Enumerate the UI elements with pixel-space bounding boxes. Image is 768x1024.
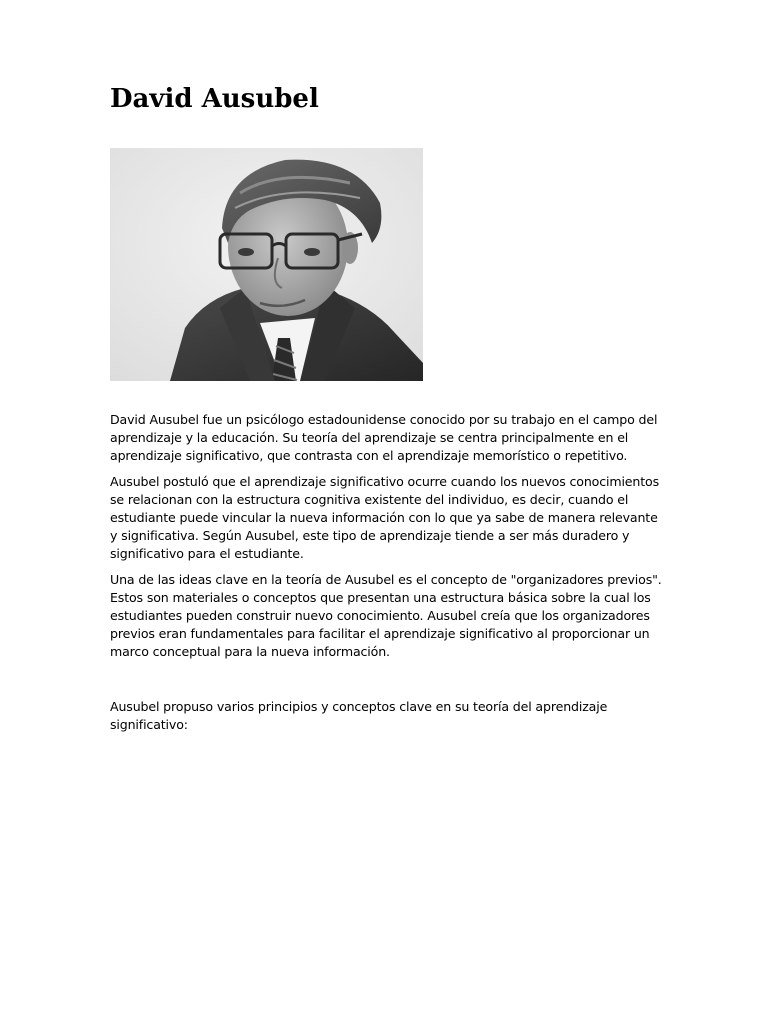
page-title: David Ausubel <box>110 84 319 114</box>
paragraph-principles-intro: Ausubel propuso varios principios y conceptos clave en su teoría del aprendizaje significativo: <box>110 699 608 733</box>
paragraph-meaningful-learning: Ausubel postuló que el aprendizaje significativo ocurre cuando los nuevos conocimientos se relacionan con la estructura cognitiva existente del individuo, es decir, cuando el estudiante puede vincular la nueva información con lo que ya sabe de manera relevante y significativa. Según Ausubel, este tipo de aprendizaje tiende a ser más duradero y significativo para el estudiante. <box>110 474 659 561</box>
paragraph-advance-organizers: Una de las ideas clave en la teoría de Ausubel es el concepto de "organizadores previos". Estos son materiales o conceptos que presentan una estructura básica sobre la cual los estudiantes pueden construir nuevo conocimiento. Ausubel creía que los organizadores previos eran fundamentales para facilitar el aprendizaje significativo al proporcionar un marco conceptual para la nueva información. <box>110 572 662 659</box>
portrait-photo <box>110 148 423 381</box>
paragraph-intro: David Ausubel fue un psicólogo estadounidense conocido por su trabajo en el campo del aprendizaje y la educación. Su teoría del aprendizaje se centra principalmente en el aprendizaje significativo, que contrasta con el aprendizaje memorístico o repetitivo. <box>110 412 658 463</box>
portrait-illustration <box>110 148 423 381</box>
body-text <box>110 411 666 743</box>
